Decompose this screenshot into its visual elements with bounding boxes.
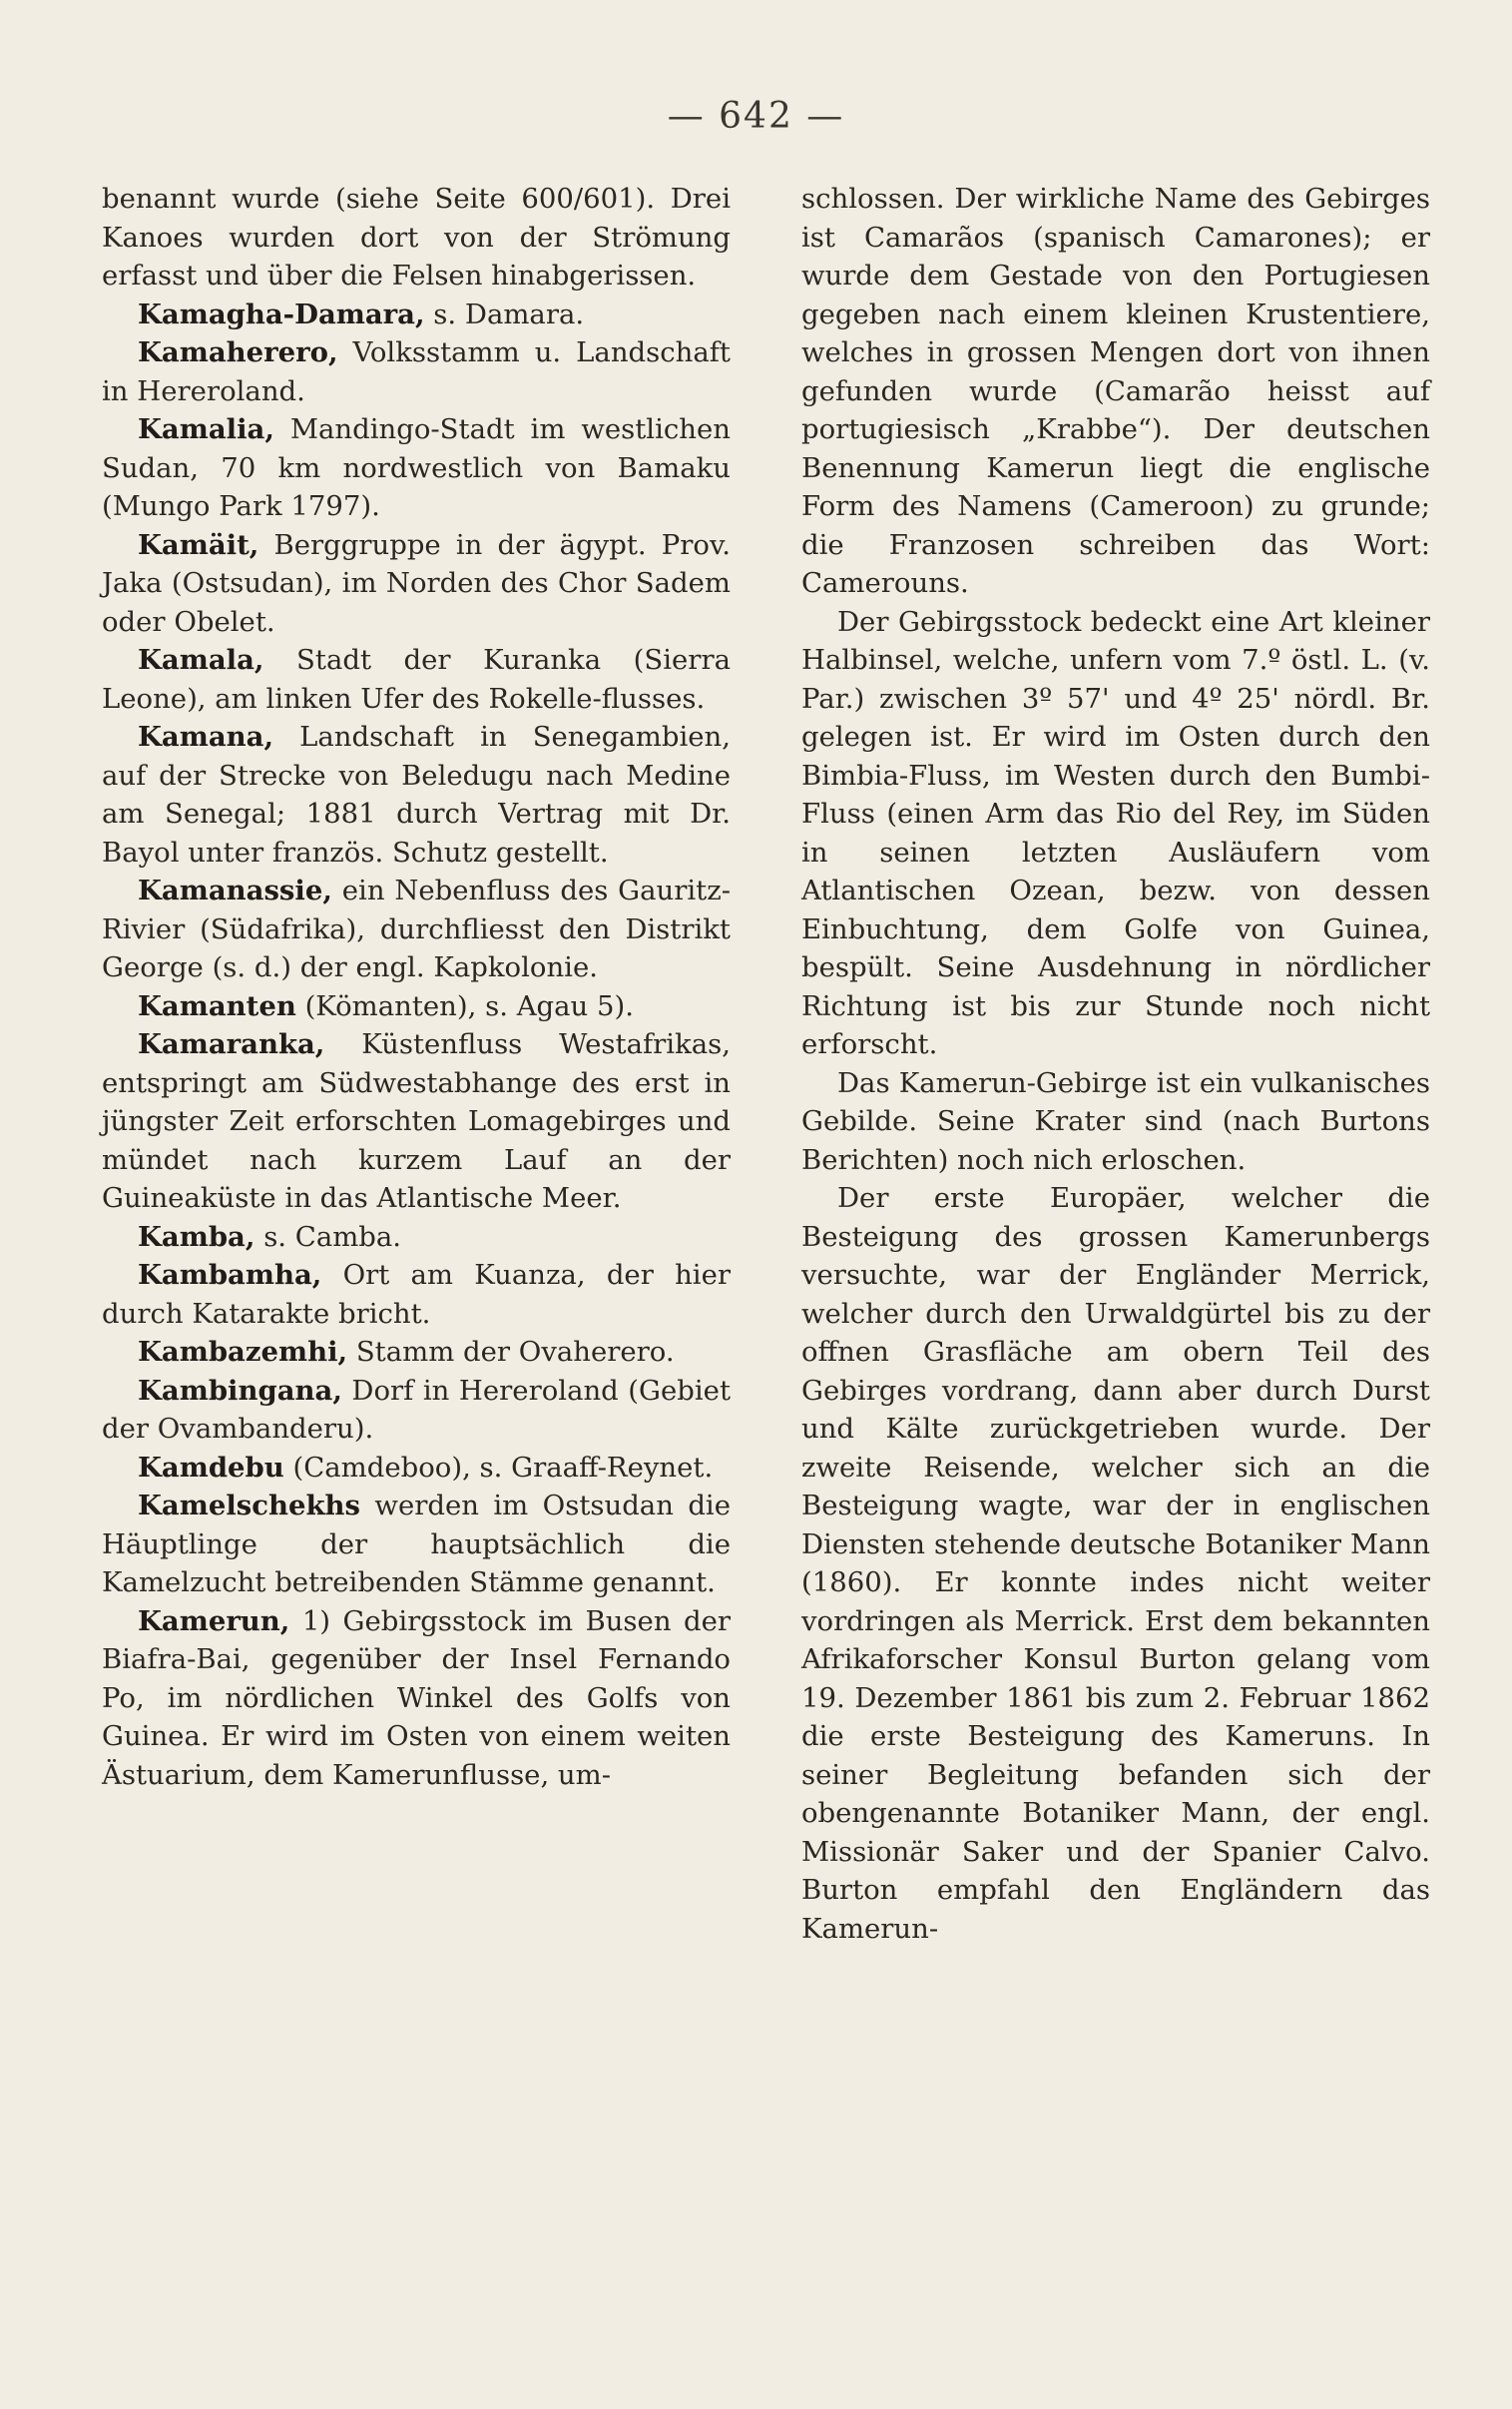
entry-headword: Kamdebu — [138, 1451, 284, 1484]
entry-headword: Kambingana, — [138, 1374, 342, 1407]
lexicon-entry — [102, 1602, 731, 1795]
lexicon-entry — [102, 1256, 731, 1333]
entry-headword: Kamaherero, — [138, 336, 338, 368]
entry-text: s. Camba. — [254, 1220, 402, 1253]
entry-headword: Kamba, — [138, 1220, 255, 1253]
lexicon-entry — [102, 1372, 731, 1449]
entry-headword: Kamagha-Damara, — [138, 298, 425, 330]
entry-text: Mandingo-Stadt im westlichen Sudan, 70 km nordwestlich von Bamaku (Mungo Park 1797). — [102, 413, 731, 522]
body-paragraph: Das Kamerun-Gebirge ist ein vulkanisches Gebilde. Seine Krater sind (nach Burtons Berichten) noch nich erloschen. — [801, 1066, 1430, 1176]
entry-text: Stamm der Ovaherero. — [347, 1336, 675, 1368]
body-paragraph: Der Gebirgsstock bedeckt eine Art kleiner Halbinsel, welche, unfern vom 7.º östl. L. (v. Par.) zwischen 3º 57' und 4º 25' nördl. Br. gelegen ist. Er wird im Osten durch den Bimbia-Fluss, im Westen durch den Bumbi-Fluss (einen Arm das Rio del Rey, im Süden in seinen letzten Ausläufern vom Atlantischen Ozean, bezw. von dessen Einbuchtung, dem Golfe von Guinea, bespült. Seine Ausdehnung in nördlicher Richtung ist bis zur Stunde noch nicht erforscht. — [801, 605, 1430, 1060]
entry-text: ein Nebenfluss des Gauritz-Rivier (Südafrika), durchfliesst den Distrikt George (s. d.) der engl. Kapkolonie. — [102, 875, 731, 983]
entry-text: benannt wurde (siehe Seite 600/601). Drei Kanoes wurden dort von der Strömung erfasst und über die Felsen hinabgerissen. — [102, 183, 731, 292]
body-paragraph: schlossen. Der wirkliche Name des Gebirges ist Camarãos (spanisch Camarones); er wurde dem Gestade von den Portugiesen gegeben nach einem kleinen Krustentiere, welches in grossen Mengen dort von ihnen gefunden wurde (Camarão heisst auf portugiesisch „Krabbe“). Der deutschen Benennung Kamerun liegt die englische Form des Namens (Cameroon) zu grunde; die Franzosen schreiben das Wort: Camerouns. — [801, 183, 1430, 599]
entry-text: Stadt der Kuranka (Sierra Leone), am linken Ufer des Rokelle-flusses. — [102, 644, 731, 715]
continued-paragraph — [102, 180, 731, 296]
entry-headword: Kamanassie, — [138, 875, 332, 906]
lexicon-entry — [102, 1333, 731, 1372]
lexicon-entry — [102, 1218, 731, 1257]
entry-text: (Camdeboo), s. Graaff-Reynet. — [283, 1451, 714, 1484]
entry-headword: Kamana, — [138, 721, 274, 753]
lexicon-entry — [102, 1487, 731, 1602]
entry-headword: Kamaranka, — [138, 1028, 325, 1060]
lexicon-entry — [102, 1025, 731, 1218]
entry-text: (Kömanten), s. Agau 5). — [295, 989, 634, 1022]
lexicon-entry — [102, 987, 731, 1026]
body-paragraph: Der erste Europäer, welcher die Besteigung des grossen Kamerunbergs versuchte, war der Engländer Merrick, welcher durch den Urwaldgürtel bis zu der offnen Grasfläche am obern Teil des Gebirges vordrang, dann aber durch Durst und Kälte zurückgetrieben wurde. Der zweite Reisende, welcher sich an die Besteigung wagte, war der in englischen Diensten stehende deutsche Botaniker Mann (1860). Er konnte indes nicht weiter vordringen als Merrick. Erst dem bekannten Afrikaforscher Konsul Burton gelang vom 19. Dezember 1861 bis zum 2. Februar 1862 die erste Besteigung des Kameruns. In seiner Begleitung befanden sich der obengenannte Botaniker Mann, der engl. Missionär Saker und der Spanier Calvo. Burton empfahl den Engländern das Kamerun- — [801, 1182, 1430, 1945]
lexicon-entry — [102, 296, 731, 334]
entry-headword: Kamäit, — [138, 528, 259, 561]
lexicon-entry — [102, 872, 731, 987]
lexicon-entry — [102, 718, 731, 872]
entry-headword: Kamerun, — [138, 1604, 290, 1637]
left-column — [102, 180, 731, 1794]
lexicon-entry — [102, 641, 731, 718]
entry-text: Landschaft in Senegambien, auf der Strecke von Beledugu nach Medine am Senegal; 1881 durch Vertrag mit Dr. Bayol unter französ. Schutz gestellt. — [102, 721, 731, 869]
entry-headword: Kambazemhi, — [138, 1336, 348, 1368]
entry-text: s. Damara. — [424, 298, 585, 330]
entry-headword: Kambamha, — [138, 1259, 322, 1291]
entry-headword: Kamelschekhs — [138, 1490, 361, 1521]
page-number: — 642 — — [667, 96, 845, 137]
right-column — [801, 180, 1430, 1948]
lexicon-entry — [102, 1449, 731, 1488]
lexicon-entry — [102, 526, 731, 642]
entry-text: Dorf in Hereroland (Gebiet der Ovambanderu). — [102, 1374, 731, 1445]
entry-text: Berggruppe in der ägypt. Prov. Jaka (Ostsudan), im Norden des Chor Sadem oder Obelet. — [102, 528, 731, 638]
entry-text: Küstenfluss Westafrikas, entspringt am Südwestabhange des erst in jüngster Zeit erforschten Lomagebirges und mündet nach kurzem Lauf an der Guineaküste in das Atlantische Meer. — [102, 1028, 731, 1214]
entry-text: Ort am Kuanza, der hier durch Katarakte bricht. — [102, 1259, 731, 1330]
entry-headword: Kamala, — [138, 644, 264, 676]
entry-text: werden im Ostsudan die Häuptlinge der hauptsächlich die Kamelzucht betreibenden Stämme genannt. — [102, 1490, 731, 1598]
lexicon-entry — [102, 410, 731, 526]
entry-text: 1) Gebirgsstock im Busen der Biafra-Bai, gegenüber der Insel Fernando Po, im nördlichen Winkel des Golfs von Guinea. Er wird im Osten von einem weiten Ästuarium, dem Kamerunflusse, um- — [102, 1604, 731, 1791]
lexicon-entry — [102, 333, 731, 410]
entry-headword: Kamalia, — [138, 413, 274, 445]
entry-text: Volksstamm u. Landschaft in Hereroland. — [102, 336, 731, 407]
entry-headword: Kamanten — [138, 989, 296, 1022]
